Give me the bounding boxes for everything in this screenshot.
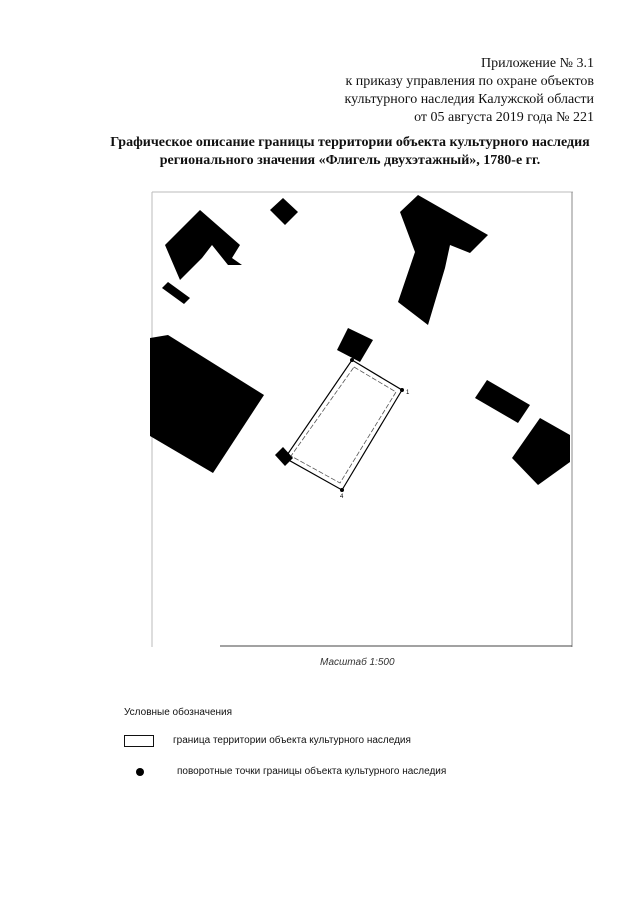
turning-point-3 [283,456,287,460]
appendix-number: Приложение № 3.1 [481,56,594,71]
building-east-bar [475,380,530,423]
building-west-large [150,335,264,473]
turning-point-2 [350,358,354,362]
title-line-1: Графическое описание границы территории объекта культурного наследия [110,135,590,150]
boundary-symbol [124,735,154,747]
turning-point-label-2: 2 [349,352,353,358]
turning-point-4 [340,488,344,492]
turning-point-label-3: 3 [288,456,292,462]
heritage-boundary [285,360,402,490]
building-east [512,418,570,485]
building-center-small [337,328,373,362]
heritage-boundary-inner [291,367,396,483]
boundary-map [150,190,575,650]
turning-point-label-1: 1 [406,390,410,396]
building-small-bar [162,282,190,304]
turning-point-symbol [136,768,144,776]
building-l-shaped [398,195,488,325]
map-scale: Масштаб 1:500 [320,657,395,668]
order-reference: к приказу управления по охране объектов [345,74,594,89]
legend-title: Условные обозначения [124,707,233,718]
turning-point-1 [400,388,404,392]
legend-boundary-label: граница территории объекта культурного наследия [173,735,411,746]
turning-point-label-4: 4 [340,494,344,500]
order-authority: культурного наследия Калужской области [344,92,594,107]
order-date: от 05 августа 2019 года № 221 [414,110,594,125]
building-northwest [165,210,242,280]
title-line-2: регионального значения «Флигель двухэтажный», 1780-е гг. [159,153,541,168]
building-north-small [270,198,298,225]
appendix-header [264,55,594,127]
document-title [60,134,639,170]
legend-points-label: поворотные точки границы объекта культурного наследия [177,766,447,777]
